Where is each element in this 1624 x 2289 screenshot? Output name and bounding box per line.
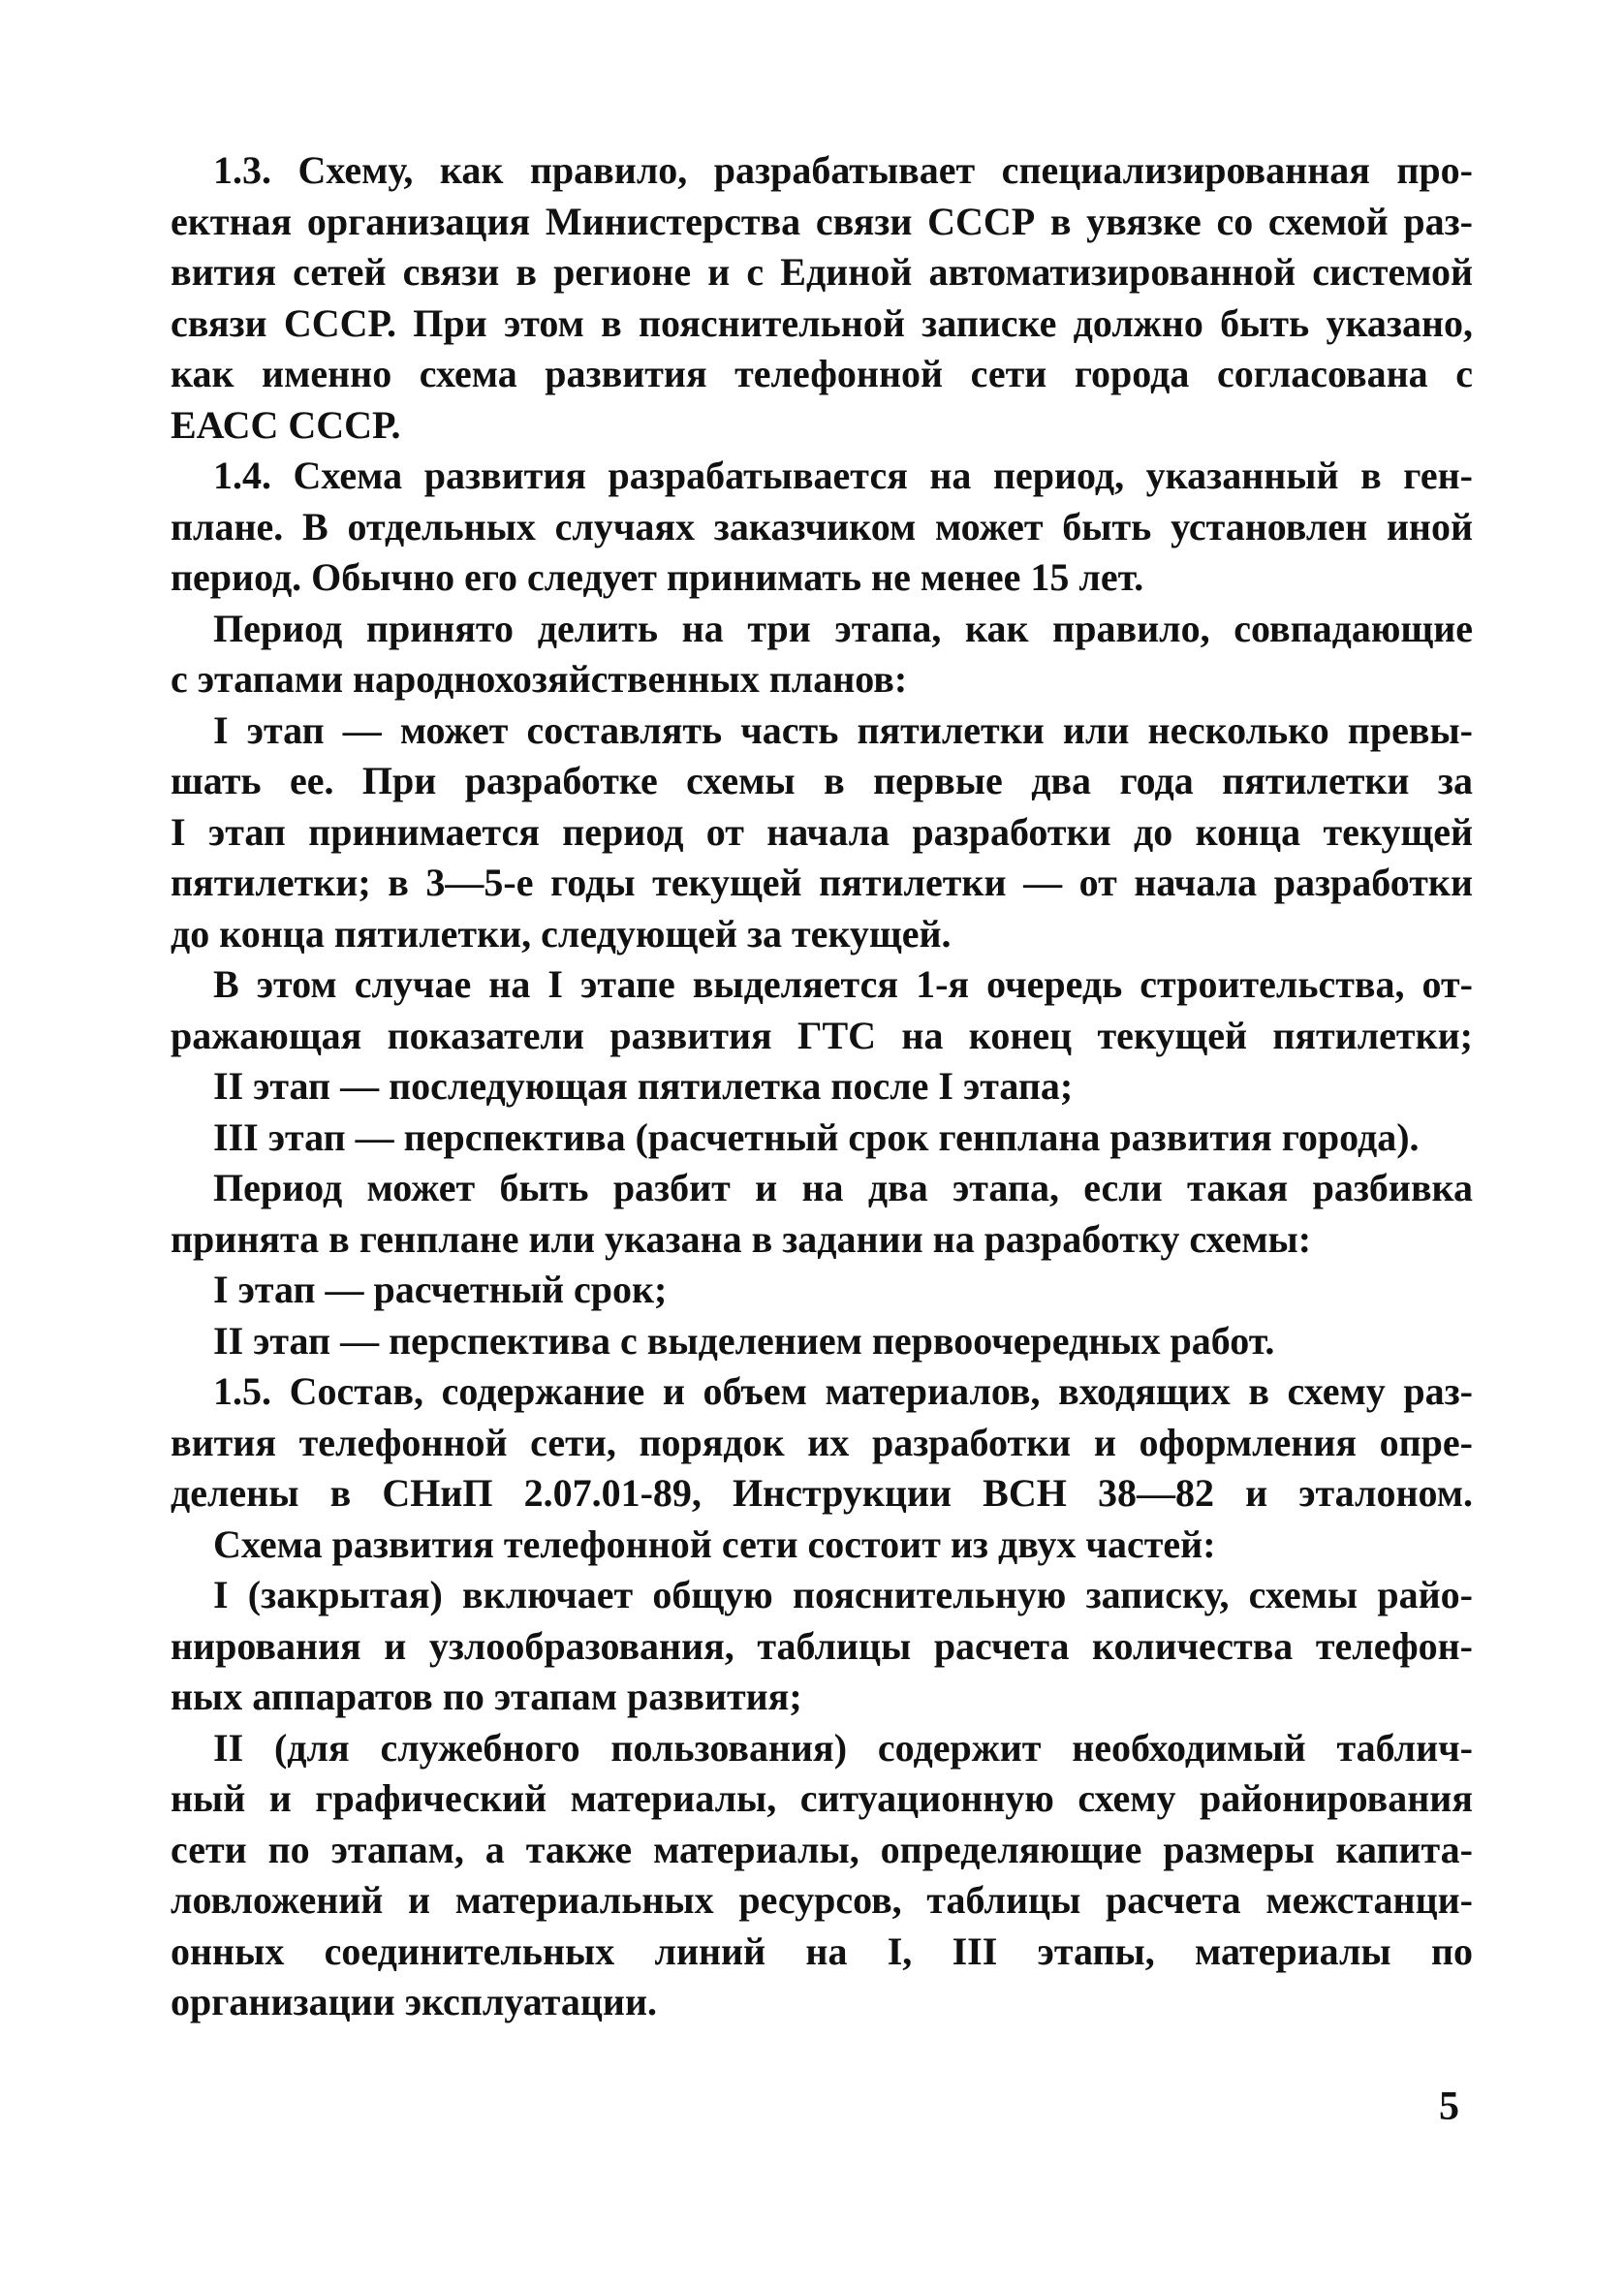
paragraph-stage-1	[171, 706, 1473, 960]
text-line: онных соединительных линий на I, III этапы, материалы по	[171, 1928, 1473, 1973]
paragraph-period	[171, 604, 1473, 706]
text-line: Период принято делить на три этапа, как правило, совпадающие	[213, 606, 1473, 650]
paragraph-two-stage-1	[213, 1265, 1473, 1316]
text-line: II этап — последующая пятилетка после I этапа;	[213, 1064, 1074, 1108]
text-line: ный и графический материалы, ситуационную схему районирования	[171, 1776, 1473, 1820]
paragraph-two-stage-2	[213, 1316, 1473, 1367]
text-line: как именно схема развития телефонной сети города согласована с	[171, 352, 1473, 395]
page-number: 5	[1439, 2085, 1459, 2129]
text-line: Схема развития телефонной сети состоит из двух частей:	[213, 1521, 1216, 1566]
paragraph-stage-3	[213, 1113, 1473, 1164]
text-line: ных аппаратов по этапам развития;	[171, 1675, 802, 1718]
text-line: 1.3. Схему, как правило, разрабатывает специализированная про-	[213, 148, 1473, 192]
text-line: 1.4. Схема развития разрабатывается на период, указанный в ген-	[213, 454, 1473, 497]
paragraph-part-2	[171, 1723, 1473, 2028]
text-line: 1.5. Состав, содержание и объем материалов, входящих в схему раз-	[213, 1369, 1473, 1413]
text-line: II (для служебного пользования) содержит необходимый таблич-	[213, 1725, 1473, 1770]
text-line: ЕАСС СССР.	[171, 402, 401, 447]
text-line: II этап — перспектива с выделением первоочередных работ.	[213, 1318, 1275, 1363]
paragraph-two-stages	[171, 1163, 1473, 1265]
text-line: связи СССР. При этом в пояснительной записке должно быть указано,	[171, 300, 1473, 345]
text-line: принята в генплане или указана в задании на разработку схемы:	[171, 1216, 1312, 1261]
paragraph-two-parts	[213, 1520, 1473, 1571]
text-line: III этап — перспектива (расчетный срок генплана развития города).	[213, 1114, 1420, 1159]
text-line: ловложений и материальных ресурсов, таблицы расчета межстанци-	[171, 1878, 1473, 1922]
text-line: Период может быть разбит и на два этапа, если такая разбивка	[213, 1166, 1473, 1209]
paragraph-part-1	[171, 1570, 1473, 1723]
text-line: В этом случае на I этапе выделяется 1-я очередь строительства, от-	[213, 962, 1473, 1006]
paragraph-1-5	[171, 1366, 1473, 1520]
text-line: ражающая показатели развития ГТС на конец текущей пятилетки;	[171, 1013, 1473, 1057]
document-page	[171, 145, 1473, 2028]
text-line: организации эксплуатации.	[171, 1980, 658, 2023]
text-line: шать ее. При разработке схемы в первые два года пятилетки за	[171, 759, 1473, 802]
text-line: до конца пятилетки, следующей за текущей.	[171, 911, 952, 956]
text-line: период. Обычно его следует принимать не менее 15 лет.	[171, 555, 1144, 599]
text-line: делены в СНиП 2.07.01-89, Инструкции ВСН 38—82 и эталоном.	[171, 1471, 1473, 1515]
paragraph-1-4	[171, 451, 1473, 604]
text-line: I этап — расчетный срок;	[213, 1268, 668, 1311]
text-line: I этап принимается период от начала разработки до конца текущей	[171, 809, 1473, 854]
text-line: пятилетки; в 3—5-е годы текущей пятилетки — от начала разработки	[171, 861, 1473, 904]
text-line: вития телефонной сети, порядок их разработки и оформления опре-	[171, 1420, 1473, 1464]
paragraph-1-3	[171, 145, 1473, 451]
text-line: плане. В отдельных случаях заказчиком может быть установлен иной	[171, 504, 1473, 549]
text-line: I (закрытая) включает общую пояснительную записку, схемы райо-	[213, 1573, 1473, 1616]
text-line: с этапами народнохозяйственных планов:	[171, 657, 908, 701]
paragraph-stage-2	[213, 1061, 1473, 1113]
text-line: сети по этапам, а также материалы, определяющие размеры капита-	[171, 1827, 1473, 1871]
text-line: ектная организация Министерства связи СССР в увязке со схемой раз-	[171, 199, 1473, 243]
text-line: нирования и узлообразования, таблицы расчета количества телефон-	[171, 1623, 1473, 1668]
text-line: вития сетей связи в регионе и с Единой автоматизированной системой	[171, 250, 1473, 294]
text-line: I этап — может составлять часть пятилетки или несколько превы-	[213, 707, 1473, 752]
paragraph-first-queue	[171, 959, 1473, 1061]
